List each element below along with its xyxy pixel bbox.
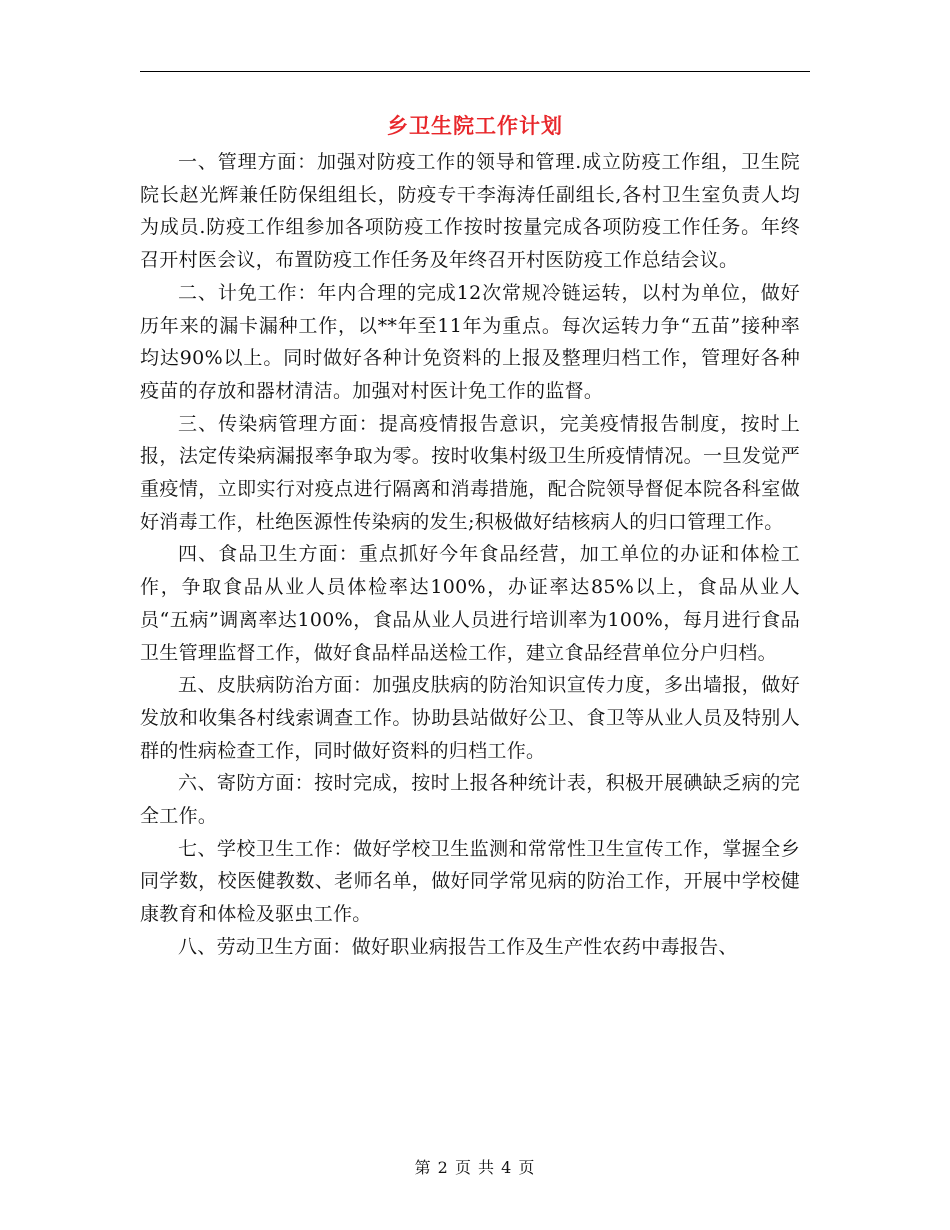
document-body <box>140 146 800 964</box>
document-title: 乡卫生院工作计划 <box>387 113 563 138</box>
paragraph-management: 一、管理方面：加强对防疫工作的领导和管理.成立防疫工作组，卫生院院长赵光辉兼任防保组组长，防疫专干李海涛任副组长,各村卫生室负责人均为成员.防疫工作组参加各项防疫工作按时按量完成各项防疫工作任务。年终召开村医会议，布置防疫工作任务及年终召开村医防疫工作总结会议。 <box>140 151 800 272</box>
paragraph-school-hygiene: 七、学校卫生工作：做好学校卫生监测和常常性卫生宣传工作，掌握全乡同学数，校医健教数、老师名单，做好同学常见病的防治工作，开展中学校健康教育和体检及驱虫工作。 <box>140 837 800 926</box>
page-number-footer: 第 2 页 共 4 页 <box>414 1158 536 1177</box>
header-rule <box>140 71 810 72</box>
paragraph-infectious-disease: 三、传染病管理方面：提高疫情报告意识，完美疫情报告制度，按时上报，法定传染病漏报率争取为零。按时收集村级卫生所疫情情况。一旦发觉严重疫情，立即实行对疫点进行隔离和消毒措施，配合院领导督促本院各科室做好消毒工作，杜绝医源性传染病的发生;积极做好结核病人的归口管理工作。 <box>140 412 800 533</box>
paragraph-food-hygiene: 四、食品卫生方面：重点抓好今年食品经营，加工单位的办证和体检工作，争取食品从业人员体检率达100%，办证率达85%以上，食品从业人员“五病”调离率达100%，食品从业人员进行培训率为100%，每月进行食品卫生管理监督工作，做好食品样品送检工作，建立食品经营单位分户归档。 <box>140 543 800 664</box>
paragraph-skin-disease: 五、皮肤病防治方面：加强皮肤病的防治知识宣传力度，多出墙报，做好发放和收集各村线索调查工作。协助县站做好公卫、食卫等从业人员及特别人群的性病检查工作，同时做好资料的归档工作。 <box>140 674 800 762</box>
paragraph-occupational-hygiene: 八、劳动卫生方面：做好职业病报告工作及生产性农药中毒报告、 <box>178 935 738 958</box>
paragraph-immunization: 二、计免工作：年内合理的完成12次常规冷链运转，以村为单位，做好历年来的漏卡漏种工作，以**年至11年为重点。每次运转力争“五苗”接种率均达90%以上。同时做好各种计免资料的上报及整理归档工作，管理好各种疫苗的存放和器材清洁。加强对村医计免工作的监督。 <box>140 281 800 402</box>
paragraph-parasite-prevention: 六、寄防方面：按时完成，按时上报各种统计表，积极开展碘缺乏病的完全工作。 <box>140 772 800 828</box>
